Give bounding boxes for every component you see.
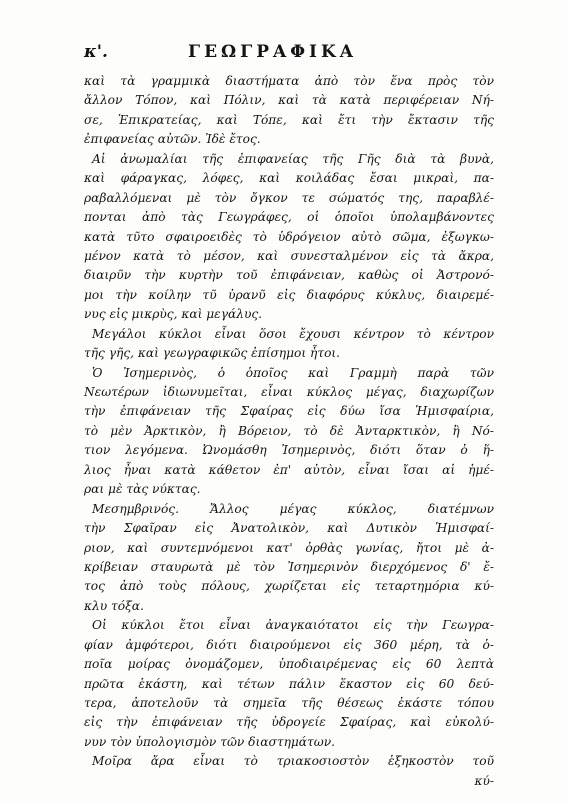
text-line: ραι μὲ τὰς νύκτας. (84, 482, 201, 497)
text-line: Μεσημβρινός. Ἄλλος μέγας κύκλος, διατέμνων (92, 501, 494, 516)
text-line: εἰς τὴν ἐπιφάνειαν τῆς ὑδρογείε Σφαίρας, καὶ εὐκολύ- (84, 715, 494, 730)
text-line: φίαν ἀμφότεροι, διότι διαιρούμενοι εἰς 360 μέρη, τὰ ὁ- (84, 637, 494, 652)
text-line: Μεγάλοι κύκλοι εἶναι ὅσοι ἔχουσι κέντρον τὸ κέντρον (92, 326, 494, 341)
page-number: κ'. (84, 42, 108, 62)
text-line: τῆς γῆς, καὶ γεωγραφικῶς ἐπίσημοι ἦτοι. (84, 346, 341, 361)
text-line: τὴν Σφαῖραν εἰς Ἀνατολικὸν, καὶ Δυτικὸν Ἡμισφαί- (84, 521, 494, 536)
running-title: ΓΕΩΓΡΑΦΙΚΑ (188, 42, 357, 62)
text-line: καὶ φάραγκας, λόφες, καὶ κοιλάδας ἔσαι μικραὶ, πα- (84, 171, 494, 186)
text-line: τερα, ἀποτελοῦν τὰ σημεῖα τῆς θέσεως ἑκάστε τόπου (84, 696, 494, 710)
text-line: ἄλλον Τόπον, καὶ Πόλιν, καὶ τὰ κατὰ περιφέρειαν Νή- (84, 93, 494, 108)
text-line: Μοῖρα ἄρα εἶναι τὸ τριακοσιοστὸν ἑξηκοστὸν τοῦ (92, 754, 494, 769)
text-line: ραβαλλόμεναι μὲ τὸν ὄγκον τε σώματός της, παραβλέ- (84, 190, 494, 205)
text-line: ποῖα μοίρας ὀνομάζομεν, ὑποδιαιρέμενας εἰς 60 λεπτὰ (84, 657, 494, 672)
text-line: κλυ τόξα. (84, 598, 144, 613)
text-line: μένον κατὰ τὸ μέσον, καὶ συνεσταλμένον εἰς τὰ ἄκρα, (84, 248, 494, 263)
text-line: πονται ἀπὸ τὰς Γεωγράφες, οἱ ὁποῖοι ὑπολαμβάνοντες (84, 210, 494, 225)
text-line: καὶ τὰ γραμμικὰ διαστήματα ἀπὸ τὸν ἕνα πρὸς τὸν (84, 74, 494, 88)
text-line: μοι τὴν κοίλην τῦ ὐρανῦ εἰς διαφόρυς κύκλυς, διαιρεμέ- (84, 287, 494, 302)
text-line: ἐπιφανείας αὐτῶν. Ἰδὲ ἔτος. (84, 132, 261, 147)
text-line: Αἱ ἀνωμαλίαι τῆς ἐπιφανείας τῆς Γῆς διὰ τὰ βυνὰ, (92, 151, 494, 166)
body-text (84, 72, 494, 791)
text-line: Ὁ Ἰσημερινὸς, ὁ ὁποῖος καὶ Γραμμὴ παρὰ τῶν (92, 365, 494, 380)
page-header (84, 42, 494, 66)
text-line: κύ- (474, 773, 494, 788)
text-line: κατὰ τῦτο σφαιροειδὲς τὸ ὑδρόγειον αὐτὸ σῶμα, ἐξωγκω- (84, 229, 494, 244)
text-line: κρίβειαν σταυρωτὰ μὲ τὸν Ἰσημερινὸν διερχόμενος δ' ἔ- (84, 559, 494, 574)
text-line: σε, Ἐπικρατείας, καὶ Τόπε, καὶ ἔτι τὴν ἔκτασιν τῆς (84, 112, 494, 127)
text-line: Νεωτέρων ἰδιωνυμεῖται, εἶναι κύκλος μέγας, διαχωρίζων (84, 385, 494, 399)
text-line: λιος ἦναι κατὰ κάθετον ἐπ' αὐτὸν, εἶναι ἴσαι αἱ ἡμέ- (84, 462, 494, 477)
text-line: τὴν ἐπιφάνειαν τῆς Σφαίρας εἰς δύω ἴσα Ἡμισφαίρια, (84, 404, 494, 419)
text-line: τὸ μὲν Ἀρκτικὸν, ἢ Βόρειον, τὸ δὲ Ἀνταρκτικὸν, ἢ Νό- (84, 423, 494, 438)
text-line: νυν τὸν ὑπολογισμὸν τῶν διαστημάτων. (84, 734, 335, 749)
text-line: τιον λεγόμενα. Ὠνομάσθη Ἰσημερινὸς, διότι ὅταν ὁ ἥ- (84, 443, 494, 458)
text-line: νυς εἰς μικρὺς, καὶ μεγάλυς. (84, 307, 263, 322)
text-line: πρῶτα ἑκάστη, καὶ τέτων πάλιν ἕκαστον εἰς 60 δεύ- (84, 676, 494, 691)
text-line: ριον, καὶ συντεμνόμενοι κατ' ὀρθὰς γωνίας, ἤτοι μὲ ἀ- (84, 540, 494, 555)
text-line: διαιρῦν τὴν κυρτὴν τοῦ ἐπιφάνειαν, καθὼς οἱ Ἀστρονό- (84, 268, 494, 283)
text-line: τος ἀπὸ τοὺς πόλους, χωρίζεται εἰς τεταρτημόρια κύ- (84, 579, 494, 594)
text-line: Οἱ κύκλοι ἔτοι εἶναι ἀναγκαιότατοι εἰς τὴν Γεωγρα- (92, 618, 494, 633)
